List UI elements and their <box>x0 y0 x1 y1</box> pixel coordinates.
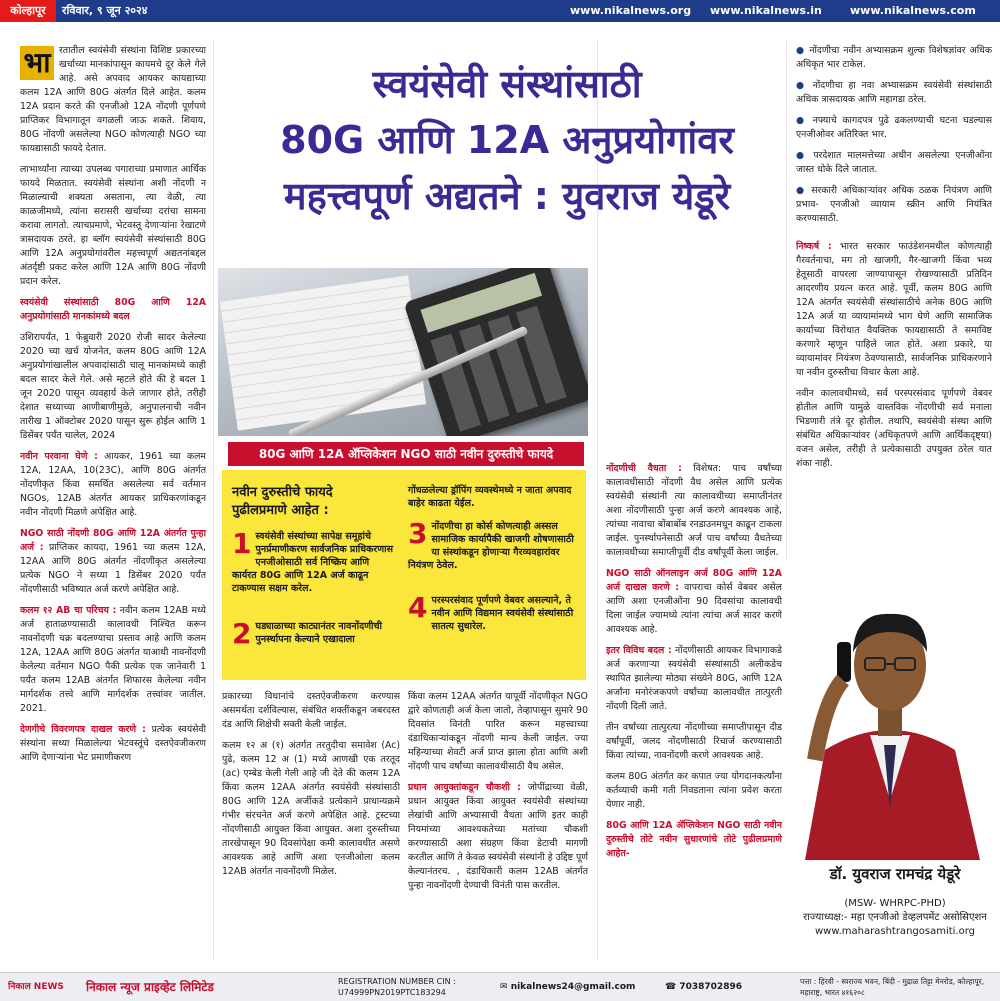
middle-column-2: किंवा कलम 12AA अंतर्गत यापूर्वी नोंदणीकृत NGO द्वारे कोणताही अर्ज केला जातो, तेव्हापासून सुमारे 90 दिवसांत विनंती पारित करून महत्त्वाच्या दंडाधिकाऱ्यांकडून नोंदणी मान्य केली जाईल. ज्या महिन्याच्या शेवटी अर्ज प्राप्त झाला होता आणि अशी नोंदणी पाच वर्षांच्या कालावधीसाठी वैध असेल. प्रधान आयुक्तांकडून चौकशी : जोपींद्राच्या वेळी, प्रधान आयुक्त किंवा आयुक्त स्वयंसेवी संस्थांच्या लेखांची आणि अभ्यासाची वैधता आणि इतर काही नियमांच्या आवश्यकतेच्या मतांच्या चौकशी करण्यासाठी अशा संग्रहण किंवा डेटाची मागणी करतील आणि ते केवळ स्वयंसेवी संस्थांनी हे उद्दिष्ट पूर्ण केल्यानंतरच. , दंडाधिकारी कलम 12AB अंतर्गत पुन्हा नावनोंदणी देण्याची विनंती पास करतील. <box>408 691 588 891</box>
calculator-photo <box>218 268 588 436</box>
benefits-banner: 80G आणि 12A ॲप्लिकेशन NGO साठी नवीन दुरुस्तीचे फायदे <box>228 442 584 466</box>
footer-logo: निकाल NEWS <box>8 982 64 992</box>
headline <box>222 56 792 224</box>
calculator-icon <box>403 268 588 436</box>
benefit-point-2-cont: गोंधळलेल्या ड्रॉपिंग व्यवस्थेमध्ये न जाता अपवाद बाहेर काढता येईल. <box>408 485 572 509</box>
benefit-point-3: 3 नोंदणीचा हा कोर्स कोणत्याही अस्सल सामाजिक कार्यापैकी खाजगी शोषणासाठी या संस्थांकडून होणाऱ्या गैरव्यवहारांवर नियंत्रण ठेवेल. <box>408 517 574 571</box>
right-middle-column: नोंदणीची वैधता : विशेषत: पाच वर्षांच्या कालावधीसाठी नोंदणी वैध असेल आणि प्रत्येक स्वयंसेवी संस्थांनी त्या कालावधीच्या समाप्तीनंतर अशा नोंदणीसाठी पुन्हा अर्ज करणे आवश्यक आहे, त्यांच्या नावाचा बोंबाबोंब रनडाउनमधून काढून टाकला जाईल. पुनर्स्थापनेसाठी अर्ज पाच वर्षांच्या वैधतेच्या कालावधीच्या समाप्तीपूर्वी दीड वर्षांपूर्वी केला जाईल. NGO साठी ऑनलाइन अर्ज 80G आणि 12A अर्ज दाखल करणे : वापराचा कोर्स वेबवर असेल आणि अशा एनजीओंना 90 दिवसांचा कालावधी दिला जाईल ज्यामध्ये त्यांना त्यांचा अर्ज सादर करणे आवश्यक आहे. इतर विविध बदल : नोंदणीसाठी आयकर विभागाकडे अर्ज करणाऱ्या स्वयंसेवी संस्थांसाठी अलीकडेच स्थापित झालेल्या मोठ्या संख्येने 80G, आणि 12A अर्जांना मनोरंजकपणे वर्षांच्या कालावधीत तात्पुरती नोंदणी दिली जाते. तीन वर्षांच्या तात्पुरत्या नोंदणीच्या समाप्तीपासून दीड वर्षांपूर्वी, जलद नोंदणीसाठी रिचार्ज करण्यासाठी किंवा त्यांच्या, नावनोंदणी करणे आवश्यक आहे. कलम 80G अंतर्गत कर कपात ज्या योगदानकर्त्यांना कर्तव्याची कमी गती निवडताना त्यांना प्रवेश करता येणार नाही. 80G आणि 12A ॲप्लिकेशन NGO साठी नवीन दुरुस्तीचे तोटे नवीन सुधारणांचे तोटे पुढीलप्रमाणे आहेत- <box>606 463 782 859</box>
intro-paragraph: भा रतातील स्वयंसेवी संस्थांना विशिष्ट प्रकारच्या खर्चाच्या मानकांपासून कायमचे दूर केले गेले आहे. असे अपवाद आयकर कायद्याच्या कलम 12A आणि 80G अंतर्गत दिले आहेत. कलम 12A प्रदान करते की एनजीओ 12A नोंदणी पूर्णपणे प्राप्तिकर विभागातून वगळली जाऊ शकते. शिवाय, 80G नोंदणी असलेल्या NGO कोणत्याही NGO च्या फायद्यासाठी फायदे देतात. <box>20 45 206 154</box>
left-column <box>20 44 206 968</box>
footer-address: पत्ता : हिरवी - स्वराज्य भवन, बिंदी - मुद्राळ तिट्टा मेनरोड, कोल्हापूर, महाराष्ट्र, भारत ४१६२०८ <box>800 977 985 997</box>
website-link-com[interactable]: www.nikalnews.com <box>850 4 976 17</box>
benefits-intro: नवीन दुरुस्तीचे फायदे पुढीलप्रमाणे आहेत : <box>232 485 333 518</box>
registration-number: REGISTRATION NUMBER CIN : U74999PN2019PTC183294 <box>338 977 456 997</box>
footer-email[interactable]: ✉ nikalnews24@gmail.com <box>500 982 636 992</box>
paper-document-graphic <box>220 275 426 430</box>
edition-date: रविवार, ९ जून २०२४ <box>62 4 148 17</box>
footer <box>0 972 1000 1001</box>
section-heading: स्वयंसेवी संस्थांसाठी 80G आणि 12A अनुप्रयोगांसाठी मानकांमध्ये बदल <box>20 297 206 322</box>
author-website[interactable]: www.maharashtrangosamiti.org <box>814 926 976 937</box>
drawback-item: ● सरकारी अधिकाऱ्यांवर अधिक ठळक नियंत्रण आणि प्रभाव- एनजीओ व्यायाम स्क्रीन आणि नियंत्रित करण्यासाठी. <box>796 185 992 224</box>
headline-line-3: महत्त्वपूर्ण अद्यतने : युवराज येडूरे <box>283 174 731 218</box>
company-name: निकाल न्यूज प्राइव्हेट लिमिटेड <box>86 980 214 994</box>
dropcap: भा <box>20 46 54 80</box>
benefits-box <box>222 470 586 680</box>
website-link-org[interactable]: www.nikalnews.org <box>570 4 692 17</box>
drawback-item: ● नोंदणीचा हा नवा अभ्यासक्रम स्वयंसेवी संस्थांसाठी अधिक त्रासदायक आणि महागडा ठरेल. <box>796 80 992 105</box>
benefit-point-4: 4 परस्परसंवाद पूर्णपणे वेबवर असल्याने, ते नवीन आणि विद्यमान स्वयंसेवी संस्थांसाठी सातत्य सुधारेल. <box>408 591 574 632</box>
drawback-item: ● परदेशात मालमत्तेच्या अधीन असलेल्या एनजीओंना जास्त धोके दिले जातात. <box>796 150 992 175</box>
drawback-item: ● नोंदणीचा नवीन अभ्यासक्रम शुल्क विशेषज्ञांवर अधिक अधिकृत भार टाकेल. <box>796 45 992 70</box>
section-paragraph: कलम १२ AB चा परिचय : नवीन कलम 12AB मध्ये अर्ज हाताळण्यासाठी कालावधी निश्चित करून नावनोंदणी चक्र बदलण्याचा प्रस्ताव आहे आणि कलम 12A, 12AA आणि 80G अंतर्गत याआधी नावनोंदणी केलेल्या वर्तमान NGO पैकी प्रत्येक एक जानेवारी 1 पर्यंत कलम 12AB अंतर्गत शिफारस केलेल्या नवीन मार्गदर्शक तत्त्वे आणि मार्गदर्शक तत्त्वांवर जातील. 2021. <box>20 605 206 714</box>
section-body: उशिरापर्यंत, 1 फेब्रुवारी 2020 रोजी सादर केलेल्या 2020 च्या खर्च योजनेत, कलम 80G आणि 12A अनुप्रयोगांखालील अपवादांसाठी चालू मानकांमध्ये काही बदल सादर केले गेले. असे म्हटले होते की हे बदल 1 जून 2020 पासून व्यवहार्य केले जाणार होते, तरीही देशात सध्याच्या आणीबाणीमुळे, अनुपालनाची नवीन तारीख 1 ऑक्टोबर 2020 पासून सुरू होईल आणि 1 डिसेंबर पर्यंत चालेल, 2024 <box>20 332 206 441</box>
middle-column-1: प्रकारच्या विधानांचे दस्तऐवजीकरण करण्यास असमर्थता दर्शविल्यास, संबंधित शक्तींकडून जबरदस्त दंड आणि शिक्षेची सक्ती केली जाईल. कलम १२ अ (१) अंतर्गत तरतुदीचा समावेश (Ac) पुढे, कलम 12 अ (1) मध्ये आणखी एक तरतूद (ac) एम्बेड केली गेली आहे जी देते की कलम 12A किंवा कलम 12AA अंतर्गत स्वयंसेवी संस्थांसाठी 80G आणि 12A अर्जीकडे प्रत्येकाने प्राधान्यक्रमे गंभीर संरचनेत अर्ज करणे अपेक्षित आहे. ट्रस्टच्या नोंदणीसाठी आयुक्त किंवा आयुक्त. अशा दुरुस्तीच्या तारखेपासून 90 दिवसांपेक्षा कमी कालावधीत असणे आवश्यक आहे आणि अशा एनजीओला कलम 12AB अंतर्गत नावनोंदणी मिळेल. <box>222 691 400 877</box>
headline-line-1: स्वयंसेवी संस्थांसाठी <box>372 62 642 106</box>
benefit-point-2: 2 घड्याळाच्या काट्यानंतर नावनोंदणीची पुनर्स्थापना केल्याने एखादाला <box>232 617 382 650</box>
edition-city: कोल्हापूर <box>0 0 56 22</box>
column-divider <box>213 40 214 960</box>
benefit-point-1: 1 स्वयंसेवी संस्थांच्या सापेक्ष समूहांचे पुनर्प्रमाणीकरण सार्वजनिक प्राधिकरणास एनजीओसाठी सर्व निष्क्रिय आणि कार्यरत 80G आणि 12A अर्ज काढून टाकण्यास सक्षम करेल. <box>232 527 394 594</box>
footer-phone[interactable]: ☎ 7038702896 <box>665 982 742 992</box>
website-link-in[interactable]: www.nikalnews.in <box>710 4 822 17</box>
phone-icon: ☎ <box>665 982 677 992</box>
author-photo <box>785 560 995 860</box>
headline-line-2: 80G आणि 12A अनुप्रयोगांवर <box>280 118 734 162</box>
right-column: ● नोंदणीचा नवीन अभ्यासक्रम शुल्क विशेषज्ञांवर अधिक अधिकृत भार टाकेल. ● नोंदणीचा हा नवा अभ्यासक्रम स्वयंसेवी संस्थांसाठी अधिक त्रासदायक आणि महागडा ठरेल. ● नफ्याचे कागदपत्र पुढे ढकलण्याची घटना घडल्यास एनजीओवर अतिरिक्त भार. ● परदेशात मालमत्तेच्या अधीन असलेल्या एनजीओंना जास्त धोके दिले जातात. ● सरकारी अधिकाऱ्यांवर अधिक ठळक नियंत्रण आणि प्रभाव- एनजीओ व्यायाम स्क्रीन आणि नियंत्रित करण्यासाठी. निष्कर्ष : भारत सरकार फाउंडेशनमधील कोणत्याही गैरवर्तनाचा, मग तो खाजगी, गैर-खाजगी किंवा भव्य हेतूसाठी वापरला जाण्यापासून रोखण्यासाठी प्रतिदिन आदरणीय प्रयत्न करत आहे. पूर्वी, कलम 80G आणि 12A अंतर्गत स्वयंसेवी संस्थांसाठीचे अनेक 80G आणि 12A अर्ज या व्यायामांमध्ये भाग घेणे आणि सामाजिक कार्याच्या विरोधात वैयक्तिक फायद्यासाठी ते समाविष्ट करणारे म्हणून पाहिले जात होते. अशा प्रकारे, या व्यायामांवर नियंत्रण ठेवण्यासाठी, सार्वजनिक प्राधिकरणाने या नवीन दुरुस्तीचा विचार केला आहे. नवीन कालावधीमध्ये, सर्व परस्परसंवाद पूर्णपणे वेबवर होतील आणि यामुळे वास्तविक नोंदणीची सर्व मनाला भिडणारी तंत्रे दूर होतील. तथापि, स्वयंसेवी संस्था आणि संबंधित अधिकाऱ्यांवर (अधिकृतपणे आणि आर्थिकदृष्ट्या) वजन असेल, तरीही ते प्रत्येकासाठी उपयुक्त ठरेल यात शंका नाही. <box>796 45 992 469</box>
drawback-item: ● नफ्याचे कागदपत्र पुढे ढकलण्याची घटना घडल्यास एनजीओवर अतिरिक्त भार. <box>796 115 992 140</box>
section-paragraph: नवीन परवाना घेणे : आयकर, 1961 च्या कलम 12A, 12AA, 10(23C), आणि 80G अंतर्गत नोंदणीकृत किंवा समर्थित असलेल्या सर्व वर्तमान NGOs, 12AB अंतर्गत आयकर प्राधिकरणांकडून नवीन नोंदणी मिळणे अपेक्षित आहे. <box>20 451 206 518</box>
author-name: डॉ. युवराज रामचंद्र येडूरे <box>829 865 961 883</box>
intro-paragraph-2: लाभार्थ्यांना त्याच्या उपलब्ध पगाराच्या प्रमाणात आर्थिक फायदे मिळतात. स्वयंसेवी संस्थांना अशी नोंदणी न मिळाल्याची शक्यता असताना, त्या वेळी, त्या काळजीमध्ये, त्यांना सरासरी खर्चाच्या दरांचा सामना करावा लागतो. त्याचप्रमाणे, भेटवस्तू देणाऱ्यांना रेखाटणे त्रासदायक ठरते. हा ब्लॉग स्वयंसेवी संस्थांसाठी 80G आणि 12A अनुप्रयोगांवरील महत्त्वपूर्ण अद्यतनांबद्दल अंतर्दृष्टी प्रकट करेल आणि 12A आणि 80G नोंदणी प्रदान करेल. <box>20 164 206 287</box>
top-bar <box>0 0 1000 22</box>
section-paragraph: NGO साठी नोंदणी 80G आणि 12A अंतर्गत पुन्हा अर्ज : प्राप्तिकर कायदा, 1961 च्या कलम 12A, 12AA आणि 80G अंतर्गत नोंदणीकृत असलेल्या प्रत्येक NGO ने सध्या 1 डिसेंबर 2020 पर्यंत नोंदणीसाठी भविष्यात अर्ज करणे अपेक्षित आहे. <box>20 528 206 595</box>
closing-heading: 80G आणि 12A ॲप्लिकेशन NGO साठी नवीन दुरुस्तीचे तोटे नवीन सुधारणांचे तोटे पुढीलप्रमाणे आहेत- <box>606 820 782 859</box>
email-icon: ✉ <box>500 982 508 992</box>
author-role: (MSW- WHRPC-PHD) राज्याध्यक्ष:- महा एनजीओ डेव्हलपमेंट असोसिएशन www.maharashtrangosamiti.org <box>800 897 990 939</box>
section-paragraph: देणगीचे विवरणपत्र दाखल करणे : प्रत्येक स्वयंसेवी संस्थांना सध्या मिळालेल्या भेटवस्तूंचे दस्तऐवजीकरण आणि देणाऱ्यांना भेट प्रमाणीकरण <box>20 724 206 763</box>
